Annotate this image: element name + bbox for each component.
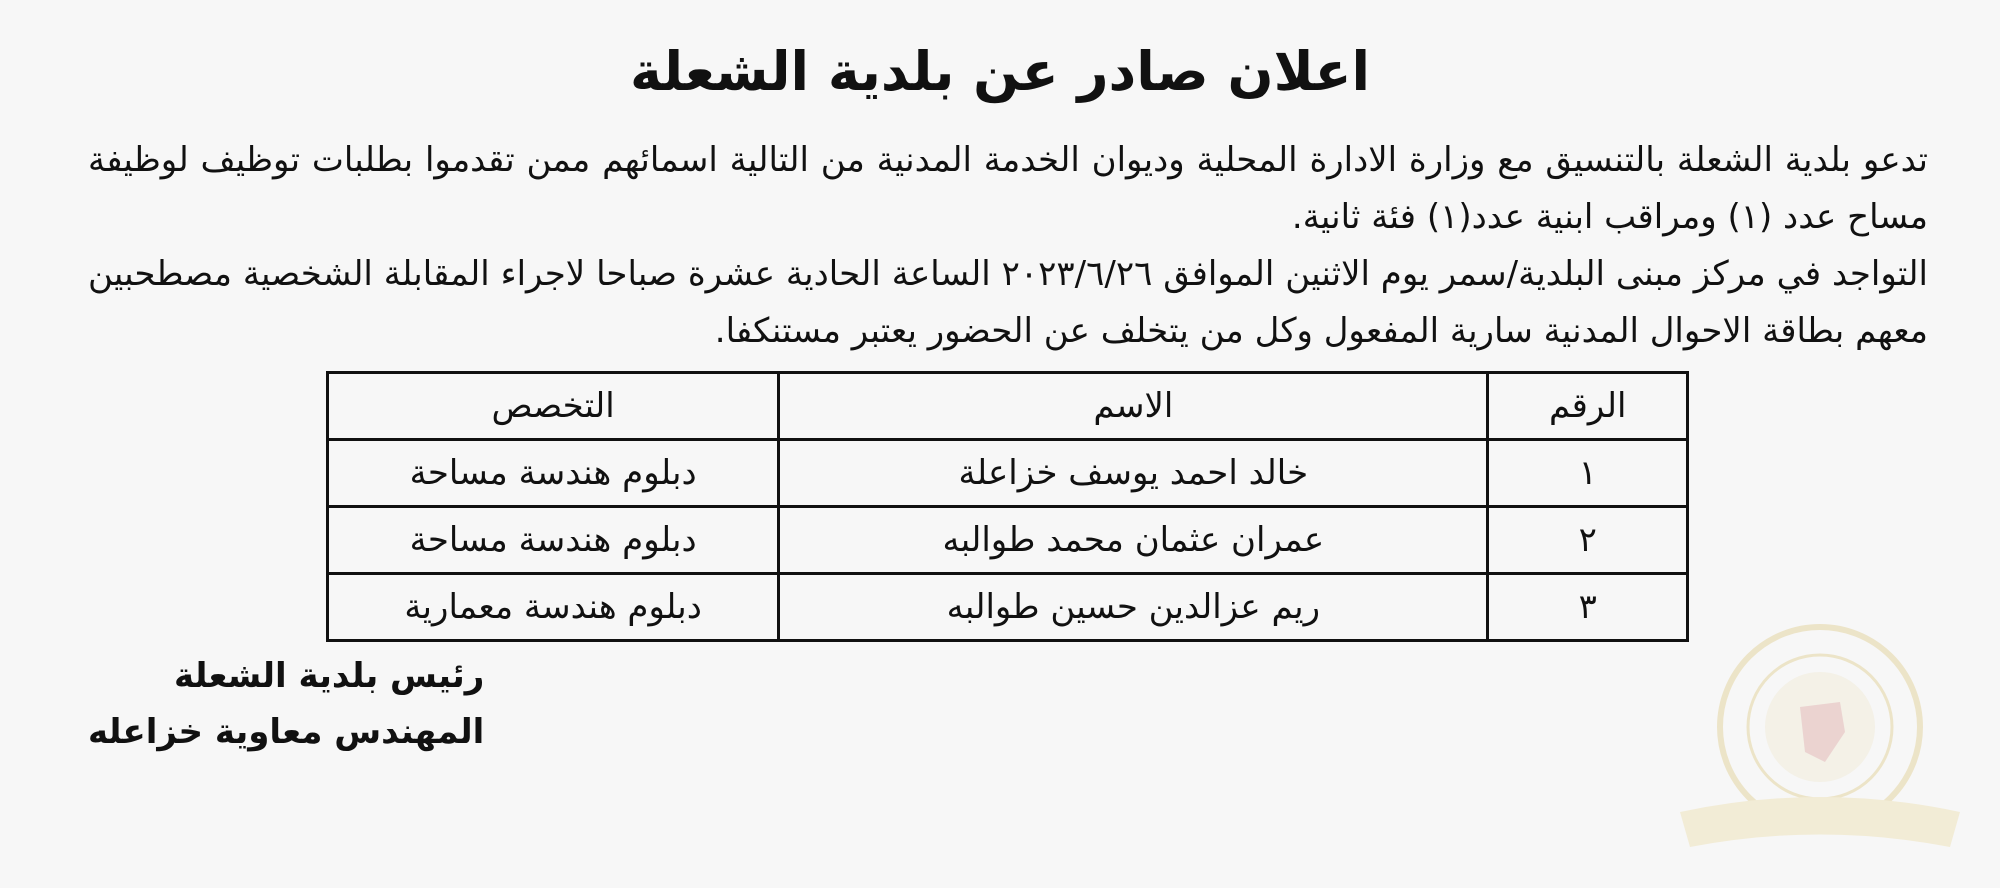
table-row (328, 440, 1688, 507)
cell-name: عمران عثمان محمد طوالبه (779, 507, 1488, 574)
header-number: الرقم (1488, 373, 1688, 440)
cell-specialty: دبلوم هندسة معمارية (328, 574, 779, 641)
civil-service-bureau-seal-icon (1660, 612, 1980, 862)
candidates-table (326, 371, 1689, 642)
cell-name: ريم عزالدين حسين طوالبه (779, 574, 1488, 641)
signature-block (88, 648, 484, 760)
announcement-body (88, 132, 1928, 360)
cell-number: ١ (1488, 440, 1688, 507)
table-row (328, 574, 1688, 641)
cell-number: ٢ (1488, 507, 1688, 574)
paragraph-interview-details: التواجد في مركز مبنى البلدية/سمر يوم الاثنين الموافق ٢٠٢٣/٦/٢٦ الساعة الحادية عشرة صباحا لاجراء المقابلة الشخصية مصطحبين معهم بطاقة الاحوال المدنية سارية المفعول وكل من يتخلف عن الحضور يعتبر مستنكفا. (88, 254, 1928, 351)
header-specialty: التخصص (328, 373, 779, 440)
header-name: الاسم (779, 373, 1488, 440)
signature-title: رئيس بلدية الشعلة (174, 656, 485, 696)
table-row (328, 507, 1688, 574)
signature-name: المهندس معاوية خزاعله (88, 712, 485, 752)
paragraph-invitation: تدعو بلدية الشعلة بالتنسيق مع وزارة الادارة المحلية وديوان الخدمة المدنية من التالية اسمائهم ممن تقدموا بطلبات توظيف لوظيفة مساح عدد (١) ومراقب ابنية عدد(١) فئة ثانية. (88, 140, 1928, 237)
table-header-row (328, 373, 1688, 440)
document-title: اعلان صادر عن بلدية الشعلة (630, 40, 1370, 103)
cell-specialty: دبلوم هندسة مساحة (328, 507, 779, 574)
cell-number: ٣ (1488, 574, 1688, 641)
cell-name: خالد احمد يوسف خزاعلة (779, 440, 1488, 507)
cell-specialty: دبلوم هندسة مساحة (328, 440, 779, 507)
